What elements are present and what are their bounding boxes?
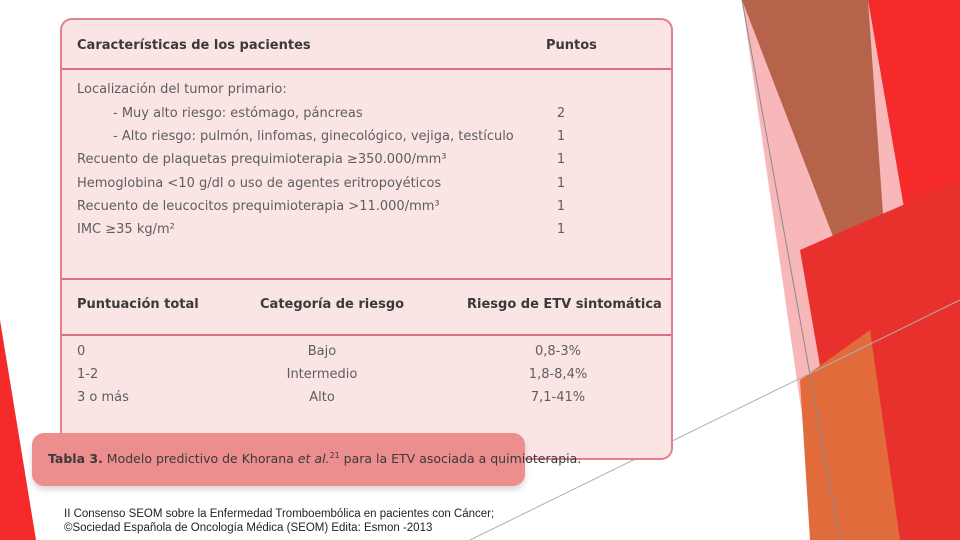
khorana-table [60, 18, 673, 460]
footer-line-2: ©Sociedad Española de Oncología Médica (SEOM) Edita: Esmon -2013 [64, 522, 433, 534]
score-1-2: 1-2 [77, 367, 99, 382]
points-leukocytes: 1 [556, 199, 566, 214]
caption-text [48, 451, 581, 466]
footer-line-1: II Consenso SEOM sobre la Enfermedad Tromboembólica en pacientes con Cáncer; [64, 508, 495, 520]
row-platelets: Recuento de plaquetas prequimioterapia ≥350.000/mm³ [77, 152, 447, 167]
row-hemoglobin: Hemoglobina <10 g/dl o uso de agentes eritropoyéticos [77, 176, 442, 191]
vte-risk-high: 7,1-41% [530, 390, 586, 405]
points-hemoglobin: 1 [556, 176, 566, 191]
vte-risk-intermediate: 1,8-8,4% [528, 367, 588, 382]
header-characteristics: Características de los pacientes [77, 38, 311, 53]
section-rule [62, 278, 671, 280]
source-footer [64, 507, 494, 535]
row-high-risk: - Alto riesgo: pulmón, linfomas, ginecológico, vejiga, testículo [113, 129, 514, 144]
row-very-high-risk: - Muy alto riesgo: estómago, páncreas [113, 106, 363, 121]
header-risk-category: Categoría de riesgo [260, 297, 405, 312]
points-bmi: 1 [556, 222, 566, 237]
caption-text-after: para la ETV asociada a quimioterapia. [339, 451, 582, 467]
caption-label: Tabla 3. [48, 451, 103, 467]
category-intermediate: Intermedio [286, 367, 358, 382]
score-header-rule [62, 334, 671, 336]
caption-text-before: Modelo predictivo de Khorana [102, 451, 298, 467]
category-high: Alto [309, 390, 335, 405]
table-caption [32, 433, 582, 486]
header-points: Puntos [546, 38, 597, 53]
caption-etal: et al. [297, 451, 330, 467]
row-location: Localización del tumor primario: [77, 82, 287, 97]
points-very-high-risk: 2 [556, 106, 566, 121]
score-0: 0 [77, 344, 86, 359]
points-platelets: 1 [556, 152, 566, 167]
caption-ref: 21 [329, 451, 340, 460]
header-total-score: Puntuación total [77, 297, 199, 312]
points-high-risk: 1 [556, 129, 566, 144]
category-low: Bajo [307, 344, 337, 359]
score-3-plus: 3 o más [77, 390, 129, 405]
header-vte-risk: Riesgo de ETV sintomática [467, 297, 662, 312]
left-red-shape [0, 320, 36, 540]
vte-risk-low: 0,8-3% [535, 344, 581, 359]
row-bmi: IMC ≥35 kg/m² [77, 222, 175, 237]
row-leukocytes: Recuento de leucocitos prequimioterapia >11.000/mm³ [77, 199, 440, 214]
header-rule [62, 68, 671, 70]
